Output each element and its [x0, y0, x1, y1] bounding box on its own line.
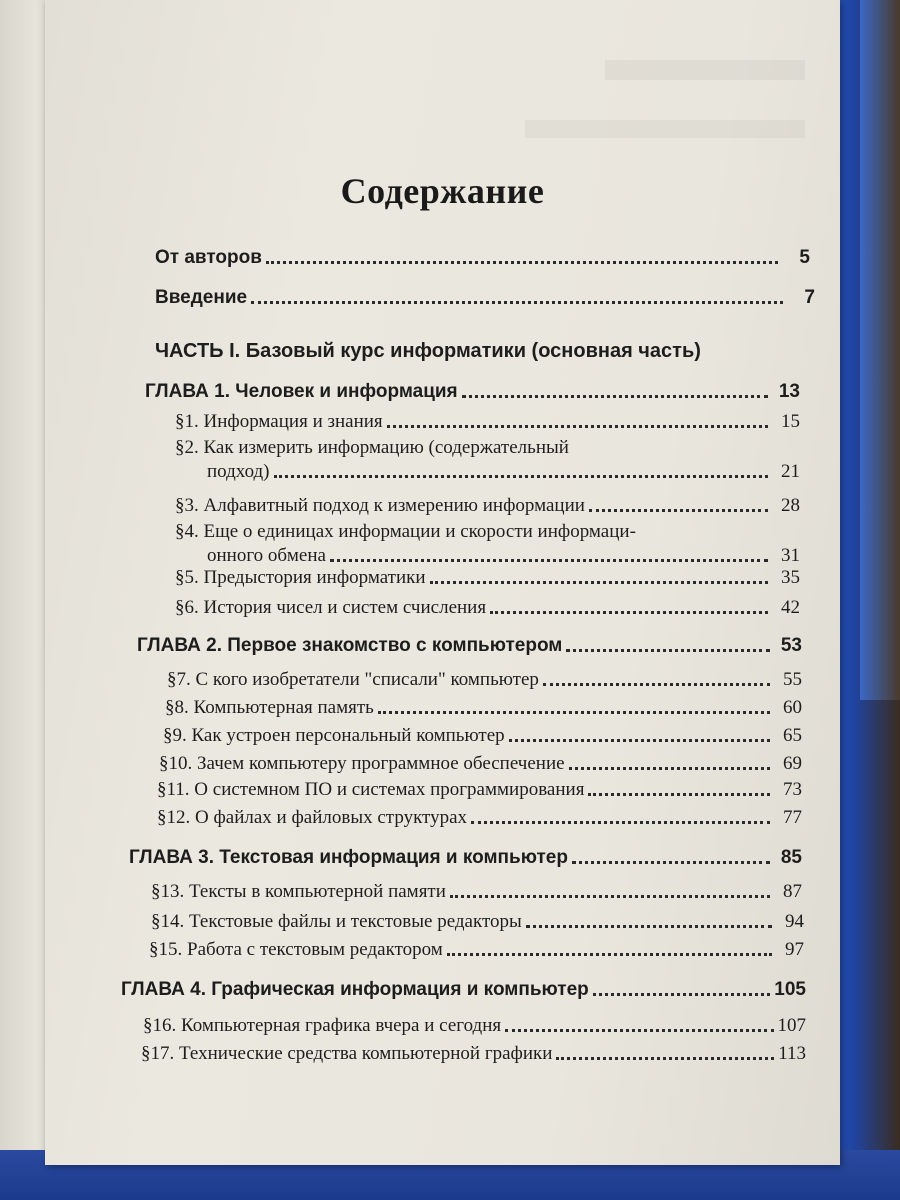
- leader-dots: [330, 556, 768, 562]
- toc-page-number: 15: [781, 411, 800, 432]
- leader-dots: [490, 608, 768, 614]
- leader-dots: [251, 298, 783, 304]
- leader-dots: [505, 1026, 773, 1032]
- show-through-texture: [605, 60, 805, 80]
- section-label: §7. С кого изобретатели "списали" компьютер: [167, 669, 539, 690]
- section-entry: [149, 938, 804, 962]
- chapter-label: ГЛАВА 2. Первое знакомство с компьютером: [137, 635, 563, 656]
- leader-dots: [387, 422, 768, 428]
- toc-page-number: 7: [804, 287, 815, 308]
- toc-page-number: 31: [781, 545, 800, 566]
- toc-entry-label: От авторов: [155, 247, 262, 268]
- toc-page-number: 65: [783, 725, 802, 746]
- section-label: §15. Работа с текстовым редактором: [149, 939, 443, 960]
- page-title: Содержание: [340, 171, 545, 211]
- leader-dots: [462, 392, 768, 398]
- toc-page-number: 113: [778, 1043, 806, 1064]
- toc-page-number: 55: [783, 669, 802, 690]
- leader-dots: [589, 506, 768, 512]
- section-entry: [143, 1014, 806, 1038]
- section-label-continued: онного обмена: [207, 545, 326, 566]
- section-entry: [151, 910, 804, 934]
- section-entry: [157, 778, 802, 802]
- toc-page-number: 97: [785, 939, 804, 960]
- leader-dots: [556, 1054, 774, 1060]
- show-through-texture: [525, 120, 805, 138]
- toc-page-number: 85: [780, 847, 802, 868]
- section-label: §5. Предыстория информатики: [175, 567, 426, 588]
- toc-page-number: 87: [783, 881, 802, 902]
- toc-page-number: 21: [781, 461, 800, 482]
- section-entry: [175, 596, 800, 620]
- section-label: §13. Тексты в компьютерной памяти: [151, 881, 446, 902]
- leader-dots: [509, 736, 770, 742]
- section-label: §12. О файлах и файловых структурах: [157, 807, 468, 828]
- leader-dots: [266, 258, 778, 264]
- chapter-label: ГЛАВА 4. Графическая информация и компьютер: [121, 979, 589, 1000]
- toc-page-number: 69: [783, 753, 802, 774]
- section-label: §1. Информация и знания: [175, 411, 383, 432]
- leader-dots: [588, 790, 770, 796]
- section-entry: [175, 436, 800, 484]
- section-entry: [175, 494, 800, 518]
- section-label: §17. Технические средства компьютерной графики: [141, 1043, 553, 1064]
- section-label: §11. О системном ПО и системах программирования: [157, 779, 585, 800]
- toc-page-number: 28: [781, 495, 800, 516]
- toc-entry-label: Введение: [155, 287, 248, 308]
- chapter-entry: [145, 380, 800, 404]
- book-cover-edge: [860, 0, 900, 700]
- toc-entry: [155, 286, 815, 310]
- leader-dots: [526, 922, 772, 928]
- toc-page-number: 105: [774, 979, 806, 1000]
- leader-dots: [543, 680, 770, 686]
- section-entry: [165, 696, 802, 720]
- toc-page-number: 107: [777, 1015, 806, 1036]
- section-label: §9. Как устроен персональный компьютер: [163, 725, 505, 746]
- toc-page-number: 42: [781, 597, 800, 618]
- leader-dots: [572, 858, 770, 864]
- toc-page-number: 53: [780, 635, 802, 656]
- toc-entry: [155, 246, 810, 270]
- chapter-label: ГЛАВА 1. Человек и информация: [145, 381, 458, 402]
- section-entry: [159, 752, 802, 776]
- section-label: §4. Еще о единицах информации и скорости информаци-: [175, 521, 636, 542]
- section-label: §3. Алфавитный подход к измерению информации: [175, 495, 585, 516]
- chapter-entry: [121, 978, 806, 1002]
- section-label-continued: подход): [207, 461, 270, 482]
- leader-dots: [274, 472, 768, 478]
- chapter-entry: [137, 634, 802, 658]
- section-entry: [157, 806, 802, 830]
- leader-dots: [471, 818, 770, 824]
- section-entry: [151, 880, 802, 904]
- section-entry: [141, 1042, 806, 1066]
- leader-dots: [430, 578, 768, 584]
- section-entry: [175, 520, 800, 568]
- toc-page-number: 13: [778, 381, 800, 402]
- leader-dots: [447, 950, 772, 956]
- toc-page-number: 35: [781, 567, 800, 588]
- section-entry: [175, 566, 800, 590]
- section-entry: [167, 668, 802, 692]
- section-label: §2. Как измерить информацию (содержательный: [175, 437, 569, 458]
- toc-page-number: 94: [785, 911, 804, 932]
- chapter-label: ГЛАВА 3. Текстовая информация и компьютер: [129, 847, 568, 868]
- leader-dots: [593, 990, 771, 996]
- section-label: §8. Компьютерная память: [165, 697, 374, 718]
- leader-dots: [566, 646, 770, 652]
- toc-page-number: 73: [783, 779, 802, 800]
- part-heading: ЧАСТЬ I. Базовый курс информатики (основная часть): [155, 340, 701, 362]
- section-label: §14. Текстовые файлы и текстовые редакторы: [151, 911, 522, 932]
- leader-dots: [569, 764, 770, 770]
- section-entry: [163, 724, 802, 748]
- leader-dots: [450, 892, 770, 898]
- section-label: §6. История чисел и систем счисления: [175, 597, 487, 618]
- chapter-entry: [129, 846, 802, 870]
- toc-page-number: 5: [799, 247, 810, 268]
- section-entry: [175, 410, 800, 434]
- toc-page-number: 60: [783, 697, 802, 718]
- toc-page-number: 77: [783, 807, 802, 828]
- section-label: §16. Компьютерная графика вчера и сегодня: [143, 1015, 502, 1036]
- section-label: §10. Зачем компьютеру программное обеспечение: [159, 753, 565, 774]
- leader-dots: [378, 708, 770, 714]
- book-page: [45, 0, 840, 1165]
